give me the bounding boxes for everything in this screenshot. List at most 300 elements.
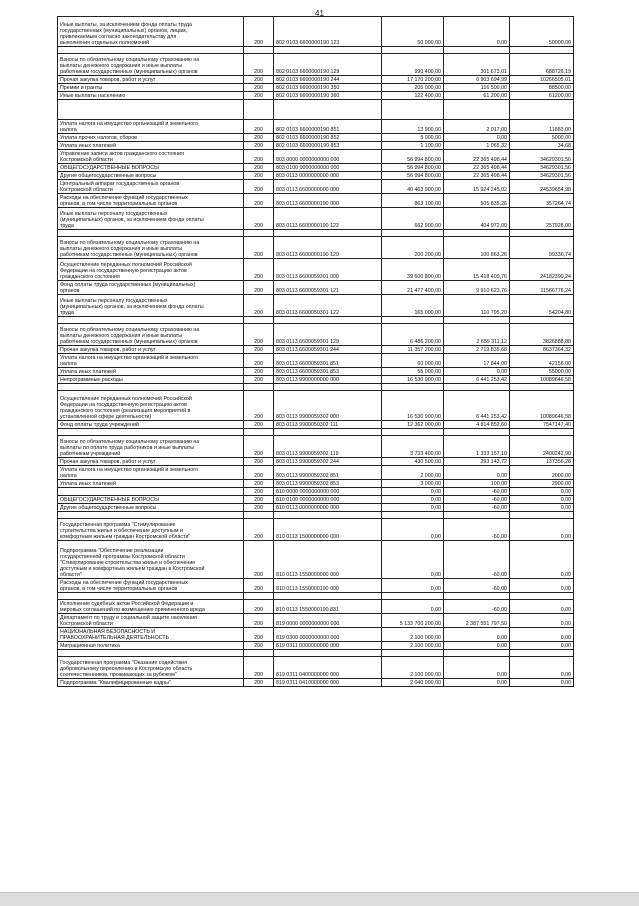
approved-amount-cell: 5 000,00 xyxy=(382,134,444,142)
line-code-cell: 200 xyxy=(244,54,274,76)
unexecuted-amount-cell: 10266505,01 xyxy=(510,76,574,84)
budget-classification-code-cell: 802 0103 6600000190 360 xyxy=(274,92,382,100)
executed-amount-cell: 0,00 xyxy=(444,642,510,650)
executed-amount-cell xyxy=(444,429,510,436)
budget-classification-code-cell xyxy=(274,230,382,237)
table-row xyxy=(58,180,574,194)
line-code-cell: 200 xyxy=(244,436,274,458)
executed-amount-cell: 6 903 694,99 xyxy=(444,76,510,84)
executed-amount-cell: -60,00 xyxy=(444,504,510,512)
approved-amount-cell: 5 133 700 200,00 xyxy=(382,614,444,628)
line-code-cell xyxy=(244,317,274,324)
unexecuted-amount-cell: 11883,00 xyxy=(510,120,574,134)
executed-amount-cell: 0,00 xyxy=(444,134,510,142)
table-row xyxy=(58,120,574,134)
line-code-cell: 200 xyxy=(244,368,274,376)
approved-amount-cell: 122 400,00 xyxy=(382,92,444,100)
budget-classification-code-cell: 819 0311 0400000000 000 xyxy=(274,657,382,679)
executed-amount-cell: 17 844,00 xyxy=(444,354,510,368)
unexecuted-amount-cell: 0,00 xyxy=(510,504,574,512)
table-row xyxy=(58,421,574,429)
approved-amount-cell: 0,00 xyxy=(382,496,444,504)
unexecuted-amount-cell: 10089646,58 xyxy=(510,391,574,421)
executed-amount-cell: 505 835,26 xyxy=(444,194,510,208)
table-row xyxy=(58,230,574,237)
executed-amount-cell: 22 365 498,44 xyxy=(444,164,510,172)
budget-classification-code-cell: 803 0000 0000000000 000 xyxy=(274,150,382,164)
line-code-cell: 200 xyxy=(244,657,274,679)
executed-amount-cell: 0,00 xyxy=(444,657,510,679)
approved-amount-cell xyxy=(382,230,444,237)
table-row xyxy=(58,628,574,642)
expense-name-cell: Прочая закупка товаров, работ и услуг xyxy=(58,346,244,354)
expense-name-cell: ОБЩЕГОСУДАРСТВЕННЫЕ ВОПРОСЫ xyxy=(58,164,244,172)
budget-classification-code-cell: 803 0113 6600059301 122 xyxy=(274,295,382,317)
budget-classification-code-cell xyxy=(274,512,382,519)
budget-classification-code-cell: 803 0113 6600059301 853 xyxy=(274,368,382,376)
line-code-cell xyxy=(244,650,274,657)
table-row xyxy=(58,579,574,593)
expense-name-cell: Осуществление переданных полномочий Российской Федерации на государственную регистрацию актов гражданского состояния xyxy=(58,259,244,281)
line-code-cell: 200 xyxy=(244,92,274,100)
approved-amount-cell: 205 000,00 xyxy=(382,84,444,92)
approved-amount-cell: 990 400,00 xyxy=(382,54,444,76)
expense-name-cell xyxy=(58,488,244,496)
unexecuted-amount-cell xyxy=(510,593,574,600)
expense-name-cell: Фонд оплаты труда государственных (муниципальных) органов xyxy=(58,281,244,295)
table-row xyxy=(58,519,574,541)
unexecuted-amount-cell xyxy=(510,47,574,54)
budget-classification-code-cell: 810 0113 1550000190 000 xyxy=(274,579,382,593)
budget-classification-code-cell: 810 0113 0000000000 000 xyxy=(274,504,382,512)
approved-amount-cell: 0,00 xyxy=(382,600,444,614)
expense-name-cell: Управление записи актов гражданского состояния Костромской области xyxy=(58,150,244,164)
table-row xyxy=(58,164,574,172)
line-code-cell: 200 xyxy=(244,600,274,614)
line-code-cell: 200 xyxy=(244,150,274,164)
executed-amount-cell: 6 441 253,42 xyxy=(444,376,510,384)
table-row xyxy=(58,429,574,436)
page-number: 41 xyxy=(315,9,324,18)
unexecuted-amount-cell: 7547147,40 xyxy=(510,421,574,429)
executed-amount-cell xyxy=(444,512,510,519)
executed-amount-cell: 4 814 852,60 xyxy=(444,421,510,429)
budget-classification-code-cell: 802 0103 6600000190 852 xyxy=(274,134,382,142)
approved-amount-cell: 21 477 400,00 xyxy=(382,281,444,295)
executed-amount-cell: 0,00 xyxy=(444,679,510,687)
unexecuted-amount-cell: 0,00 xyxy=(510,628,574,642)
approved-amount-cell: 0,00 xyxy=(382,519,444,541)
executed-amount-cell: 2 719 835,68 xyxy=(444,346,510,354)
approved-amount-cell: 6 486 200,00 xyxy=(382,324,444,346)
approved-amount-cell: 3 733 400,00 xyxy=(382,436,444,458)
executed-amount-cell xyxy=(444,317,510,324)
budget-classification-code-cell xyxy=(274,650,382,657)
table-row xyxy=(58,436,574,458)
unexecuted-amount-cell: 2000,00 xyxy=(510,466,574,480)
approved-amount-cell: 56 994 800,00 xyxy=(382,150,444,164)
executed-amount-cell: 0,00 xyxy=(444,368,510,376)
budget-report-table xyxy=(57,16,574,687)
table-row xyxy=(58,657,574,679)
executed-amount-cell: 2 387 551 797,50 xyxy=(444,614,510,628)
unexecuted-amount-cell: 42156,00 xyxy=(510,354,574,368)
line-code-cell: 200 xyxy=(244,295,274,317)
approved-amount-cell: 16 530 900,00 xyxy=(382,376,444,384)
expense-name-cell xyxy=(58,429,244,436)
executed-amount-cell: -60,00 xyxy=(444,519,510,541)
line-code-cell: 200 xyxy=(244,541,274,579)
approved-amount-cell: 165 000,00 xyxy=(382,295,444,317)
approved-amount-cell: 56 994 800,00 xyxy=(382,172,444,180)
approved-amount-cell: 863 100,00 xyxy=(382,194,444,208)
expense-name-cell xyxy=(58,593,244,600)
expense-name-cell: Исполнение судебных актов Российской Федерации и мировых соглашений по возмещению причиненного вреда xyxy=(58,600,244,614)
line-code-cell: 200 xyxy=(244,458,274,466)
table-row xyxy=(58,480,574,488)
executed-amount-cell: -60,00 xyxy=(444,488,510,496)
executed-amount-cell: 2 017,00 xyxy=(444,120,510,134)
executed-amount-cell: 100,00 xyxy=(444,480,510,488)
approved-amount-cell: 12 362 000,00 xyxy=(382,421,444,429)
line-code-cell: 200 xyxy=(244,628,274,642)
expense-name-cell xyxy=(58,512,244,519)
table-row xyxy=(58,368,574,376)
table-row xyxy=(58,512,574,519)
expense-name-cell: Другие общегосударственные вопросы xyxy=(58,504,244,512)
executed-amount-cell: -60,00 xyxy=(444,579,510,593)
expense-name-cell: ОБЩЕГОСУДАРСТВЕННЫЕ ВОПРОСЫ xyxy=(58,496,244,504)
unexecuted-amount-cell: 0,00 xyxy=(510,642,574,650)
budget-classification-code-cell: 810 0113 1550000190 831 xyxy=(274,600,382,614)
budget-classification-code-cell: 803 0113 6600059301 851 xyxy=(274,354,382,368)
approved-amount-cell: 17 170 200,00 xyxy=(382,76,444,84)
table-row xyxy=(58,17,574,47)
table-row xyxy=(58,47,574,54)
approved-amount-cell: 2 000,00 xyxy=(382,466,444,480)
executed-amount-cell: 404 972,00 xyxy=(444,208,510,230)
unexecuted-amount-cell: 24539654,98 xyxy=(510,180,574,194)
approved-amount-cell: 1 100,00 xyxy=(382,142,444,150)
expense-name-cell: Департамент по труду и социальной защите населения Костромской области xyxy=(58,614,244,628)
executed-amount-cell: 1 065,32 xyxy=(444,142,510,150)
table-row xyxy=(58,642,574,650)
line-code-cell: 200 xyxy=(244,480,274,488)
budget-classification-code-cell xyxy=(274,593,382,600)
unexecuted-amount-cell: 0,00 xyxy=(510,657,574,679)
expense-name-cell: Государственная программа "Стимулирование строительства жилья и обеспечение доступным и комфортным жильем граждан Костромской области" xyxy=(58,519,244,541)
expense-name-cell xyxy=(58,230,244,237)
unexecuted-amount-cell: 0,00 xyxy=(510,519,574,541)
expense-name-cell: Осуществление переданных полномочий Российской Федерации на государственную регистрацию актов гражданского состояния (реализация мероприятий в установленной сфере деятельности) xyxy=(58,391,244,421)
line-code-cell: 200 xyxy=(244,194,274,208)
unexecuted-amount-cell: 24182390,24 xyxy=(510,259,574,281)
executed-amount-cell xyxy=(444,230,510,237)
expense-name-cell: Непрограммные расходы xyxy=(58,376,244,384)
table-row xyxy=(58,295,574,317)
line-code-cell: 200 xyxy=(244,488,274,496)
line-code-cell: 200 xyxy=(244,579,274,593)
table-row xyxy=(58,172,574,180)
approved-amount-cell xyxy=(382,47,444,54)
line-code-cell xyxy=(244,230,274,237)
expense-name-cell: Иные выплаты населению xyxy=(58,92,244,100)
unexecuted-amount-cell: 8637364,32 xyxy=(510,346,574,354)
expense-name-cell: Уплата прочих налогов, сборов xyxy=(58,134,244,142)
unexecuted-amount-cell: 34,68 xyxy=(510,142,574,150)
expense-name-cell xyxy=(58,650,244,657)
line-code-cell: 200 xyxy=(244,208,274,230)
expense-name-cell: Уплата иных платежей xyxy=(58,480,244,488)
line-code-cell xyxy=(244,47,274,54)
approved-amount-cell: 39 600 800,00 xyxy=(382,259,444,281)
executed-amount-cell: 61 200,00 xyxy=(444,92,510,100)
unexecuted-amount-cell: 0,00 xyxy=(510,679,574,687)
line-code-cell: 200 xyxy=(244,376,274,384)
expense-name-cell: Расходы на обеспечение функций государственных органов, в том числе территориальных органов xyxy=(58,194,244,208)
unexecuted-amount-cell: 0,00 xyxy=(510,488,574,496)
budget-classification-code-cell: 803 0113 6600059301 000 xyxy=(274,259,382,281)
unexecuted-amount-cell: 34629301,56 xyxy=(510,150,574,164)
budget-classification-code-cell xyxy=(274,384,382,391)
budget-classification-code-cell xyxy=(274,100,382,120)
unexecuted-amount-cell xyxy=(510,429,574,436)
table-row xyxy=(58,466,574,480)
budget-classification-code-cell: 803 0113 9900059302 111 xyxy=(274,421,382,429)
executed-amount-cell xyxy=(444,593,510,600)
approved-amount-cell: 430 500,00 xyxy=(382,458,444,466)
unexecuted-amount-cell: 55000,00 xyxy=(510,368,574,376)
budget-classification-code-cell: 802 0103 6600000190 853 xyxy=(274,142,382,150)
budget-classification-code-cell: 819 0300 0000000000 000 xyxy=(274,628,382,642)
executed-amount-cell: 301 673,01 xyxy=(444,54,510,76)
expense-name-cell: Взносы по обязательному социальному страхованию на выплаты денежного содержания и иные выплаты работникам государственных (муниципальных) органов xyxy=(58,324,244,346)
expense-name-cell: Расходы на обеспечение функций государственных органов, в том числе территориальных органов xyxy=(58,579,244,593)
approved-amount-cell xyxy=(382,429,444,436)
line-code-cell xyxy=(244,429,274,436)
line-code-cell: 200 xyxy=(244,519,274,541)
line-code-cell: 200 xyxy=(244,259,274,281)
executed-amount-cell: 22 365 498,44 xyxy=(444,150,510,164)
executed-amount-cell: 0,00 xyxy=(444,466,510,480)
budget-classification-code-cell xyxy=(274,317,382,324)
table-row xyxy=(58,541,574,579)
line-code-cell: 200 xyxy=(244,164,274,172)
executed-amount-cell: 2 659 311,12 xyxy=(444,324,510,346)
expense-name-cell: Подпрограмма "Обеспечение реализации государственной программы Костромской области "Стимулирование строительства жилья и обеспечение доступным и комфортным жильем граждан в Костромской области" xyxy=(58,541,244,579)
budget-classification-code-cell: 810 0113 1500000000 000 xyxy=(274,519,382,541)
table-row xyxy=(58,100,574,120)
unexecuted-amount-cell: 688726,19 xyxy=(510,54,574,76)
table-row xyxy=(58,391,574,421)
line-code-cell: 200 xyxy=(244,120,274,134)
table-row xyxy=(58,376,574,384)
approved-amount-cell xyxy=(382,650,444,657)
expense-name-cell: Прочая закупка товаров, работ и услуг xyxy=(58,458,244,466)
expense-name-cell: Премии и гранты xyxy=(58,84,244,92)
line-code-cell: 200 xyxy=(244,76,274,84)
executed-amount-cell: 0,00 xyxy=(444,628,510,642)
table-row xyxy=(58,384,574,391)
unexecuted-amount-cell: 50000,00 xyxy=(510,17,574,47)
approved-amount-cell: 0,00 xyxy=(382,504,444,512)
budget-classification-code-cell: 819 0311 0000000000 000 xyxy=(274,642,382,650)
unexecuted-amount-cell: 0,00 xyxy=(510,600,574,614)
unexecuted-amount-cell: 3826888,88 xyxy=(510,324,574,346)
expense-name-cell: Взносы по обязательному социальному страхованию на выплаты денежного содержания и иные выплаты работникам государственных (муниципальных) органов xyxy=(58,237,244,259)
line-code-cell: 200 xyxy=(244,84,274,92)
unexecuted-amount-cell: 0,00 xyxy=(510,541,574,579)
line-code-cell: 200 xyxy=(244,642,274,650)
budget-classification-code-cell xyxy=(274,47,382,54)
line-code-cell: 200 xyxy=(244,172,274,180)
table-row xyxy=(58,76,574,84)
budget-classification-code-cell: 803 0113 6600000000 000 xyxy=(274,180,382,194)
expense-name-cell xyxy=(58,47,244,54)
approved-amount-cell: 3 000,00 xyxy=(382,480,444,488)
approved-amount-cell: 662 900,00 xyxy=(382,208,444,230)
line-code-cell xyxy=(244,512,274,519)
table-row xyxy=(58,84,574,92)
approved-amount-cell: 60 000,00 xyxy=(382,354,444,368)
line-code-cell: 200 xyxy=(244,466,274,480)
unexecuted-amount-cell xyxy=(510,650,574,657)
expense-name-cell: Иные выплаты персоналу государственных (муниципальных) органов, за исключением фонда оплаты труда xyxy=(58,295,244,317)
line-code-cell: 200 xyxy=(244,134,274,142)
unexecuted-amount-cell: 54204,80 xyxy=(510,295,574,317)
budget-classification-code-cell: 803 0113 0000000000 000 xyxy=(274,172,382,180)
executed-amount-cell: -60,00 xyxy=(444,600,510,614)
budget-classification-code-cell: 803 0113 9900059302 853 xyxy=(274,480,382,488)
budget-classification-code-cell: 803 0113 9900059302 000 xyxy=(274,391,382,421)
table-row xyxy=(58,600,574,614)
approved-amount-cell: 55 000,00 xyxy=(382,368,444,376)
budget-classification-code-cell: 803 0113 6600059301 121 xyxy=(274,281,382,295)
table-row xyxy=(58,54,574,76)
approved-amount-cell: 2 100 000,00 xyxy=(382,642,444,650)
approved-amount-cell: 16 530 900,00 xyxy=(382,391,444,421)
table-row xyxy=(58,142,574,150)
line-code-cell xyxy=(244,593,274,600)
executed-amount-cell: 100 863,26 xyxy=(444,237,510,259)
line-code-cell: 200 xyxy=(244,354,274,368)
expense-name-cell: Центральный аппарат государственных органов Костромской области xyxy=(58,180,244,194)
unexecuted-amount-cell: 0,00 xyxy=(510,496,574,504)
approved-amount-cell: 50 000,00 xyxy=(382,17,444,47)
executed-amount-cell xyxy=(444,384,510,391)
budget-classification-code-cell: 803 0113 6600059301 244 xyxy=(274,346,382,354)
line-code-cell: 200 xyxy=(244,421,274,429)
table-row xyxy=(58,208,574,230)
expense-name-cell: Иные выплаты, за исключением фонда оплаты труда государственных (муниципальных) органов, лицам, привлекаемым согласно законодательству для выполнения отдельных полномочий xyxy=(58,17,244,47)
executed-amount-cell: 9 910 623,76 xyxy=(444,281,510,295)
table-row xyxy=(58,259,574,281)
expense-name-cell: НАЦИОНАЛЬНАЯ БЕЗОПАСНОСТЬ И ПРАВООХРАНИТЕЛЬНАЯ ДЕЯТЕЛЬНОСТЬ xyxy=(58,628,244,642)
unexecuted-amount-cell: 99336,74 xyxy=(510,237,574,259)
expense-name-cell: Фонд оплаты труда учреждений xyxy=(58,421,244,429)
approved-amount-cell xyxy=(382,317,444,324)
table-row xyxy=(58,324,574,346)
budget-classification-code-cell: 803 0113 6600000190 000 xyxy=(274,194,382,208)
executed-amount-cell: 1 333 157,10 xyxy=(444,436,510,458)
approved-amount-cell: 2 040 000,00 xyxy=(382,679,444,687)
approved-amount-cell: 200 200,00 xyxy=(382,237,444,259)
budget-classification-code-cell: 802 0103 6600000190 851 xyxy=(274,120,382,134)
approved-amount-cell: 0,00 xyxy=(382,541,444,579)
table-row xyxy=(58,134,574,142)
expense-name-cell xyxy=(58,384,244,391)
table-row xyxy=(58,504,574,512)
budget-classification-code-cell: 802 0103 6600000190 129 xyxy=(274,54,382,76)
expense-name-cell: Уплата иных платежей xyxy=(58,142,244,150)
budget-classification-code-cell: 802 0103 6600000190 244 xyxy=(274,76,382,84)
approved-amount-cell xyxy=(382,100,444,120)
unexecuted-amount-cell: 2900,00 xyxy=(510,480,574,488)
budget-classification-code-cell: 819 0000 0000000000 000 xyxy=(274,614,382,628)
executed-amount-cell: 6 441 253,42 xyxy=(444,391,510,421)
line-code-cell: 200 xyxy=(244,180,274,194)
approved-amount-cell: 56 994 800,00 xyxy=(382,164,444,172)
budget-classification-code-cell: 803 0113 9900059302 244 xyxy=(274,458,382,466)
report-table-body xyxy=(58,17,574,687)
executed-amount-cell: 110 795,20 xyxy=(444,295,510,317)
expense-name-cell: Другие общегосударственные вопросы xyxy=(58,172,244,180)
budget-classification-code-cell: 802 0103 6600000190 350 xyxy=(274,84,382,92)
unexecuted-amount-cell: 5000,00 xyxy=(510,134,574,142)
approved-amount-cell: 2 100 000,00 xyxy=(382,657,444,679)
unexecuted-amount-cell: 61200,00 xyxy=(510,92,574,100)
line-code-cell: 200 xyxy=(244,142,274,150)
expense-name-cell: Государственная программа "Оказание содействия добровольному переселению в Костромскую область соотечественников, проживающих за рубежом" xyxy=(58,657,244,679)
table-row xyxy=(58,317,574,324)
unexecuted-amount-cell: 0,00 xyxy=(510,614,574,628)
table-row xyxy=(58,488,574,496)
unexecuted-amount-cell xyxy=(510,384,574,391)
budget-classification-code-cell: 803 0100 0000000000 000 xyxy=(274,164,382,172)
executed-amount-cell: 293 143,72 xyxy=(444,458,510,466)
approved-amount-cell xyxy=(382,512,444,519)
line-code-cell xyxy=(244,384,274,391)
expense-name-cell: Миграционная политика xyxy=(58,642,244,650)
expense-name-cell: Взносы по обязательному социальному страхованию на выплаты по оплате труда работников и иные выплаты работникам учреждений xyxy=(58,436,244,458)
unexecuted-amount-cell: 88500,00 xyxy=(510,84,574,92)
viewer-bottom-strip xyxy=(0,892,639,906)
budget-classification-code-cell: 819 0311 0410000000 000 xyxy=(274,679,382,687)
table-row xyxy=(58,150,574,164)
unexecuted-amount-cell: 357264,74 xyxy=(510,194,574,208)
expense-name-cell: Взносы по обязательному социальному страхованию на выплаты денежного содержания и иные выплаты работникам государственных (муниципальных) органов xyxy=(58,54,244,76)
table-row xyxy=(58,354,574,368)
approved-amount-cell xyxy=(382,593,444,600)
unexecuted-amount-cell: 257928,00 xyxy=(510,208,574,230)
budget-classification-code-cell: 803 0113 9900000000 000 xyxy=(274,376,382,384)
budget-classification-code-cell: 802 0103 6600000190 123 xyxy=(274,17,382,47)
unexecuted-amount-cell: 137356,28 xyxy=(510,458,574,466)
expense-name-cell: Подпрограмма "Квалифицированные кадры" xyxy=(58,679,244,687)
expense-name-cell xyxy=(58,317,244,324)
expense-name-cell: Прочая закупка товаров, работ и услуг xyxy=(58,76,244,84)
budget-classification-code-cell: 810 0000 0000000000 000 xyxy=(274,488,382,496)
table-row xyxy=(58,281,574,295)
line-code-cell: 200 xyxy=(244,17,274,47)
unexecuted-amount-cell: 2400242,90 xyxy=(510,436,574,458)
expense-name-cell: Иные выплаты персоналу государственных (муниципальных) органов, за исключением фонда оплаты труда xyxy=(58,208,244,230)
approved-amount-cell: 0,00 xyxy=(382,488,444,496)
budget-classification-code-cell: 803 0113 6600000190 122 xyxy=(274,208,382,230)
line-code-cell: 200 xyxy=(244,496,274,504)
budget-classification-code-cell: 803 0113 6600000190 129 xyxy=(274,237,382,259)
line-code-cell: 200 xyxy=(244,324,274,346)
